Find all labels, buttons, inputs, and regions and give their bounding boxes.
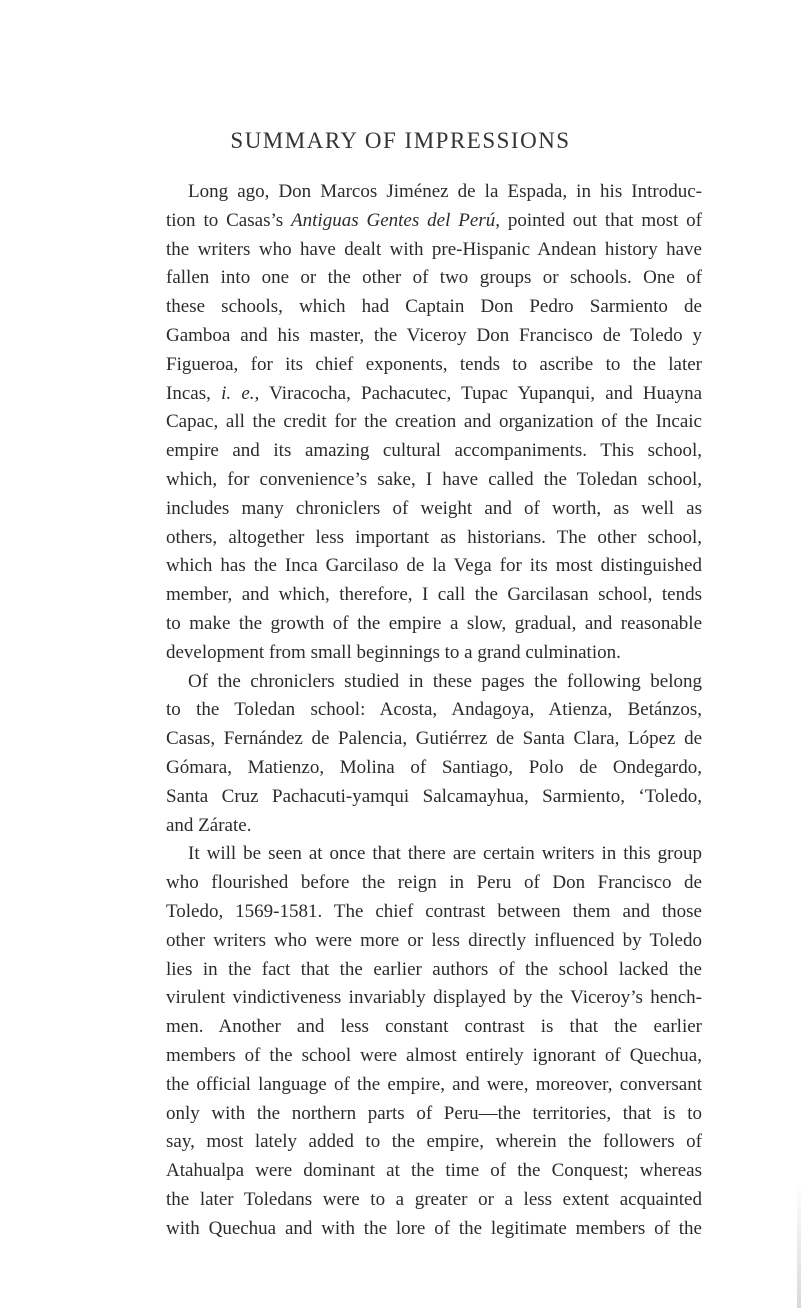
text-line: Atahualpa were dominant at the time of the Conquest; whereas [166,1160,702,1182]
book-title: Antiguas Gentes del Perú, [291,209,500,231]
text-line: which has the Inca Garcilaso de la Vega for its most distinguished [166,555,702,577]
text-line: Gómara, Matienzo, Molina of Santiago, Polo de Ondegardo, [166,756,702,778]
text-line [166,380,702,409]
text-line: these schools, which had Captain Don Pedro Sarmiento de [166,296,702,318]
text-line: Long ago, Don Marcos Jiménez de la Espada, in his Introduc- [188,181,702,202]
text-line: members of the school were almost entirely ignorant of Quechua, [166,1044,702,1066]
page-edge-shadow [797,1180,801,1308]
body-text [166,178,702,1243]
text-line: Of the chroniclers studied in these pages the following belong [188,670,702,692]
abbreviation: i. e., [221,382,260,404]
text-line: includes many chroniclers of weight and of worth, as well as [166,497,702,519]
text-line: Gamboa and his master, the Viceroy Don Francisco de Toledo y [166,324,702,346]
paragraph-3 [166,840,702,1243]
text-line: and Zárate. [166,814,252,836]
page-heading: SUMMARY OF IMPRESSIONS [230,128,571,153]
text-line: Casas, Fernández de Palencia, Gutiérrez de Santa Clara, López de [166,728,702,750]
text-line: only with the northern parts of Peru—the territories, that is to [166,1102,702,1124]
text-line: Figueroa, for its chief exponents, tends to ascribe to the later [166,353,702,375]
text-line [166,207,702,236]
text-run: pointed out that most of [499,209,703,231]
text-line: development from small beginnings to a grand culmination. [166,641,621,663]
text-line: others, altogether less important as historians. The other school, [166,526,702,548]
text-line: the official language of the empire, and were, moreover, conversant [166,1073,702,1095]
text-line: member, and which, therefore, I call the Garcilasan school, tends [166,584,702,606]
text-line: who flourished before the reign in Peru of Don Francisco de [166,872,702,894]
text-line: fallen into one or the other of two groups or schools. One of [166,267,702,289]
text-line: empire and its amazing cultural accompaniments. This school, [166,440,702,462]
text-line: Capac, all the credit for the creation and organization of the Incaic [166,411,702,433]
text-run: Viracocha, Pachacutec, Tupac Yupanqui, and Huayna [259,382,703,404]
text-run: tion to Casas’s [166,209,292,231]
text-line: lies in the fact that the earlier authors of the school lacked the [166,958,702,980]
text-line: to the Toledan school: Acosta, Andagoya, Atienza, Betánzos, [166,699,702,721]
text-line: Santa Cruz Pachacuti-yamqui Salcamayhua, Sarmiento, ‘Toledo, [166,785,702,807]
paragraph-2 [166,668,702,841]
text-line: with Quechua and with the lore of the legitimate members of the [166,1217,702,1239]
text-line: Toledo, 1569-1581. The chief contrast between them and those [166,900,702,922]
text-line: the later Toledans were to a greater or a less extent acquainted [166,1188,702,1210]
text-line: virulent vindictiveness invariably displayed by the Viceroy’s hench- [166,987,702,1009]
text-line: to make the growth of the empire a slow, gradual, and reasonable [166,612,702,634]
text-run: Incas, [166,382,222,404]
text-line: men. Another and less constant contrast is that the earlier [166,1016,702,1038]
text-line: It will be seen at once that there are certain writers in this group [188,843,702,865]
paragraph-1 [166,178,702,668]
text-line: the writers who have dealt with pre-Hispanic Andean history have [166,238,702,260]
text-line: other writers who were more or less directly influenced by Toledo [166,929,702,951]
text-line: which, for convenience’s sake, I have called the Toledan school, [166,468,702,490]
text-line: say, most lately added to the empire, wherein the followers of [166,1131,702,1153]
